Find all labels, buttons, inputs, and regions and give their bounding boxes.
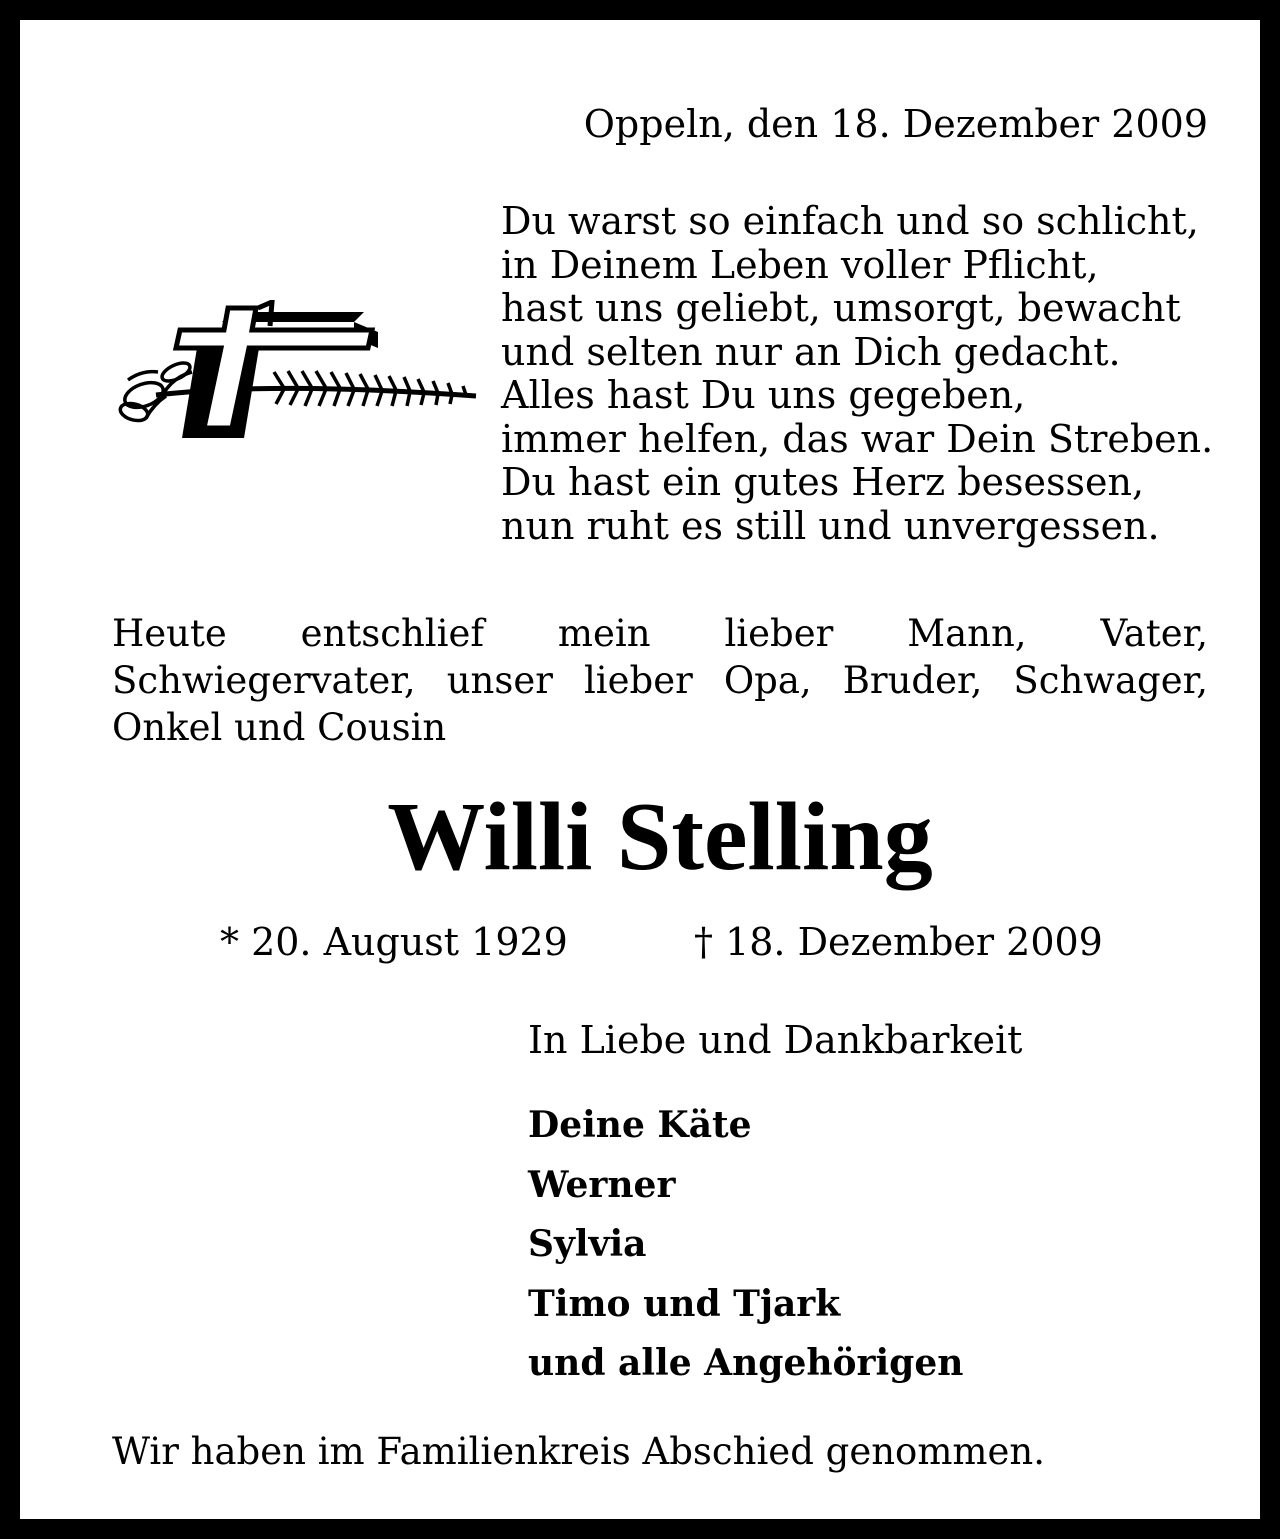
- poem-line: immer helfen, das war Dein Streben.: [501, 416, 1214, 461]
- birth-date: * 20. August 1929: [220, 920, 568, 964]
- deceased-name: Willi Stelling: [387, 783, 933, 891]
- announcement-text: Heute entschlief mein lieber Mann, Vater, Schwiegervater, unser lieber Opa, Bruder, Schwager, Onkel und Cousin: [112, 612, 1208, 749]
- death-date: † 18. Dezember 2009: [694, 920, 1103, 964]
- poem-line: hast uns geliebt, umsorgt, bewacht: [501, 286, 1181, 330]
- poem-line: Du hast ein gutes Herz besessen,: [501, 460, 1145, 504]
- mourner-name: Sylvia: [528, 1223, 647, 1265]
- farewell-note: Wir haben im Familienkreis Abschied genommen.: [112, 1430, 1045, 1473]
- mourners-list: [528, 1096, 963, 1394]
- poem-line: nun ruht es still und unvergessen.: [501, 503, 1160, 548]
- mourner-name: und alle Angehörigen: [528, 1342, 964, 1384]
- poem-line: und selten nur an Dich gedacht.: [501, 329, 1121, 374]
- place-date: Oppeln, den 18. Dezember 2009: [583, 102, 1208, 146]
- poem-line: in Deinem Leben voller Pflicht,: [501, 242, 1099, 287]
- mourner-name: Deine Käte: [528, 1104, 752, 1146]
- cross-with-palm-branch-icon: [116, 300, 481, 440]
- poem-line: Alles hast Du uns gegeben,: [501, 373, 1026, 417]
- mourner-name: Werner: [528, 1163, 676, 1206]
- poem-line: Du warst so einfach und so schlicht,: [501, 199, 1199, 243]
- closing-phrase: In Liebe und Dankbarkeit: [528, 1018, 1023, 1062]
- poem: [501, 200, 1221, 548]
- mourner-name: Timo und Tjark: [528, 1282, 841, 1325]
